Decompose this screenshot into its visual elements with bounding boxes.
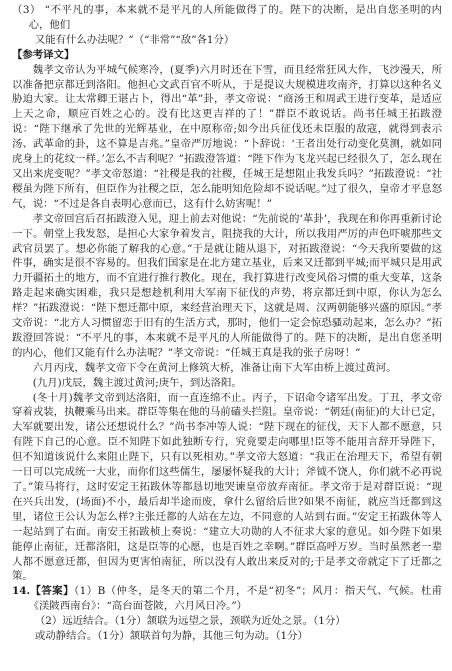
translation-paragraph-5: (冬十月)魏孝文帝到达洛阳，而一直连绵不止。丙子，下诏命令诸军出发。丁丑，孝文帝穿着戎装，执鞭乘马出来。群臣等集在他的马前磕头拦阻。皇帝说：“朝廷(南征)的大计已定，大军就要出发，诸公还想说什么？”尚书李冲等人说：“陛下现在的征伐，天下人都不愿意，只有陛下自己的心意。臣不知陛下如此独断专行，究竟要走向哪里!臣等不能用言辞开导陛下，但不知道该说什么来阻止陛下，只有以死相劝。”孝文帝大怒道：“我正在治理天下，希望有朝一日可以完成统一大业，而你们这些儒生，屡屡怀疑我的大计；斧钺不饶人，你们就不必再说了。”策马将行，这时安定王拓跋休等都恳切地哭谏皇帝放弃南征。孝文帝于是对群臣说：“现在兴兵出发，(场面)不小，最后却半途而废，拿什么留给后世?如果不南征，就应当迁都到这里，诸位王公认为怎么样?主张迁都的人站在左边，不同意的人站到右面。”安定王拓跋休等人一起站到了右面。南安王拓跋桢上奏说：“建立大功勋的人不征求大家的意见。如今陛下如果能停止南征，迁都洛阳，这是臣等的心愿，也是百姓之幸啊。”群臣高呼万岁。当时虽然老一辈人都不愿意迁都，但因为更害怕南征，所以没有人敢出来反对的;于是孝文帝就定下了迁都之策。 <box>12 391 442 583</box>
q14-answer-line3: 或动静结合。（1分）颔联首句为静，其他三句为动。（1分） <box>34 630 308 643</box>
translation-paragraph-3: 六月丙戌，魏孝文帝下令在黄河上修筑大桥，准备让南下大军由桥上渡过黄河。 <box>32 361 397 374</box>
q14-answer-line2: （2）远近结合。（1分）颔联为远望之景，颈联为近处之景。（1分） <box>34 615 346 628</box>
q14-number: 14. <box>12 585 31 598</box>
reference-translation-heading: 【参考译文】 <box>12 48 75 61</box>
q14-answer-text-1: （1）B（仲冬，是冬天的第二个月，不是“初冬”；风月：指天气、气候。杜甫《渼陂西南台》：“高台面苍陂，六月风日冷。”） <box>28 585 443 613</box>
translation-paragraph-2: 孝文帝回宫后召拓跋澄入见，迎上前去对他说：“先前说的‘革卦’，我现在和你再重新讨论一下。朝堂上我发怒，是担心大家争着发言，阻挠我的大计，所以我用严厉的声色吓唬那些文武官员罢了。想必你能了解我的心意。”于是就让随从退下，对拓跋澄说：“今天我所要做的这件事，确实是很不容易的。但我们国家是在北方建立基业，后来又迁都到平城;而平城只是用武力开疆拓土的地方，而不宜进行推行教化。现在，我打算进行改变风俗习惯的重大变革，这条路走起来确实困难，我只是想趁机利用大军南下征伐的声势，将京都迁到中原，你认为怎么样？”拓跋澄说：“陛下想迁都中原，来经营治理天下，这就是周、汉两朝能够兴盛的原因。”孝文帝说：“北方人习惯留恋于旧有的生活方式，那时，他们一定会惊恐骚动起来，怎么办？”拓跋澄回答说：“不平凡的事，本来就不是平凡的人所能做得了的。陛下的决断，是出自您圣明的内心，他们又能有什么办法呢？”孝文帝说：“任城王真是我的张子房呀！” <box>12 212 442 359</box>
q3-answer-line1: （3） “不平凡的事，本来就不是平凡的人所能做得了的。陛下的决断，是出自您圣明的内心，他们 <box>12 4 442 31</box>
translation-paragraph-1: 魏孝文帝认为平城气候寒冷，(夏季)六月时还在下雪，而且经常狂风大作，飞沙漫天，所以准备把京都迁到洛阳。他担心文武百官不听从，于是提议大规模进攻南齐，打算以这种名义胁迫大家。让太常卿王谌占卜，得出“革”卦，孝文帝说：“商汤王和周武王进行变革，是适应上天之命，顺应百姓之心的。没有比这更吉祥的了！”群臣不敢说话。尚书任城王拓跋澄说：“陛下继承了先世的光辉基业，在中原称帝;如今出兵征伐还未臣服的敌寇，就得到表示汤、武革命的卦，这不算是吉兆。”皇帝严厉地说：“卜辞说：‘王者出处行动变化莫测，就如同虎身上的花纹一样。’怎么不吉利呢？”拓跋澄答道：“陛下作为飞龙兴起已经很久了，怎么现在又出来虎变呢？”孝文帝怒道：“社稷是我的社稷，任城王是想阻止我发兵吗？”拓跋澄说：“社稷虽为陛下所有，但臣作为社稷之臣，怎么能明知危险却不说话呢。”过了很久，皇帝才平息怒气，说：“不过是各自表明心意而已，这有什么妨害呢！” <box>12 63 442 210</box>
translation-paragraph-4: (九月)戊辰，魏主渡过黄河;庚午，到达洛阳。 <box>32 376 242 389</box>
q14-answer-tag: 【答案】 <box>30 585 74 598</box>
q3-answer-line2: 又能有什么办法呢？”（“非常”“敌”各1分） <box>34 33 235 46</box>
q14-answer-line1 <box>12 584 442 614</box>
